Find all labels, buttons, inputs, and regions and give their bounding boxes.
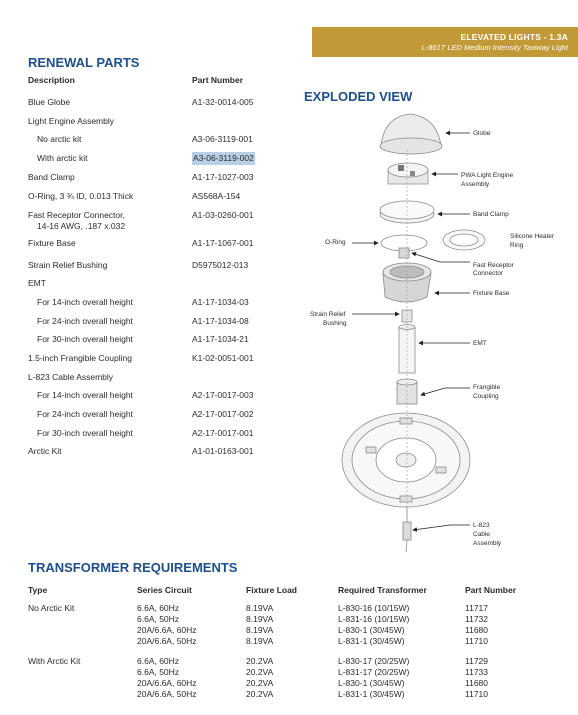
part-description: O-Ring, 3 ¾ ID, 0.013 Thick: [28, 191, 134, 201]
fixture-load-column-header: Fixture Load: [246, 585, 298, 595]
load-cell: 20.2VA: [246, 689, 274, 699]
strain-relief-label-line2: Bushing: [323, 320, 347, 327]
series-cell: 20A/6.6A, 50Hz: [137, 689, 197, 699]
exploded-view-heading: EXPLODED VIEW: [304, 89, 413, 104]
part-description: Fast Receptor Connector,: [28, 210, 125, 220]
pwa-label-line2: Assembly: [461, 181, 490, 188]
part-number: A1-32-0014-005: [192, 97, 254, 107]
part-cell: 11733: [465, 667, 489, 677]
required-transformer-column-header: Required Transformer: [338, 585, 427, 595]
transformer-cell: L-831-1 (30/45W): [338, 636, 405, 646]
part-cell: 11729: [465, 656, 489, 666]
transformer-cell: L-831-1 (30/45W): [338, 689, 405, 699]
series-cell: 20A/6.6A, 60Hz: [137, 678, 197, 688]
part-description: Blue Globe: [28, 97, 71, 107]
series-circuit-column-header: Series Circuit: [137, 585, 192, 595]
silicone-ring-label-line2: Ring: [510, 242, 524, 249]
fast-receptor-label-line2: Connector: [473, 270, 503, 277]
transformer-cell: L-831-17 (20/25W): [338, 667, 410, 677]
part-number-column-header: Part Number: [465, 585, 517, 595]
strain-relief-label-line1: Strain Relief: [310, 311, 346, 318]
part-number: A2-17-0017-002: [192, 409, 254, 419]
part-description: Fixture Base: [28, 238, 76, 248]
silicone-ring-label-line1: Silicone Heater: [510, 233, 555, 240]
load-cell: 20.2VA: [246, 667, 274, 677]
part-number: A1-17-1067-001: [192, 238, 254, 248]
globe-label: Globe: [473, 130, 491, 137]
load-cell: 8.19VA: [246, 603, 274, 613]
series-cell: 20A/6.6A, 60Hz: [137, 625, 197, 635]
part-number: K1-02-0051-001: [192, 353, 254, 363]
cable-label-line1: L-823: [473, 522, 490, 529]
transformer-requirements-heading: TRANSFORMER REQUIREMENTS: [28, 560, 238, 575]
cable-label-line2: Cable: [473, 531, 490, 538]
pwa-label-line1: PWA Light Engine: [461, 172, 514, 179]
part-number: A1-17-1034-03: [192, 297, 249, 307]
transformer-cell: L-830-1 (30/45W): [338, 625, 405, 635]
part-cell: 11710: [465, 636, 489, 646]
part-description: No arctic kit: [37, 134, 82, 144]
transformer-cell: L-830-16 (10/15W): [338, 603, 410, 613]
frangible-label-line2: Coupling: [473, 393, 499, 400]
series-cell: 20A/6.6A, 50Hz: [137, 636, 197, 646]
emt-label: EMT: [473, 340, 487, 347]
part-description: For 24-inch overall height: [37, 316, 133, 326]
part-number: AS568A-154: [192, 191, 241, 201]
load-cell: 20.2VA: [246, 678, 274, 688]
part-description: Band Clamp: [28, 172, 75, 182]
transformer-cell: L-830-17 (20/25W): [338, 656, 410, 666]
series-cell: 6.6A, 50Hz: [137, 667, 180, 677]
part-description: For 14-inch overall height: [37, 390, 133, 400]
part-description-line2: 14-16 AWG, .187 x.032: [37, 221, 126, 231]
part-number: A1-17-1034-21: [192, 334, 249, 344]
series-cell: 6.6A, 60Hz: [137, 656, 180, 666]
renewal-parts-heading: RENEWAL PARTS: [28, 55, 140, 70]
part-description: Strain Relief Bushing: [28, 260, 108, 270]
part-number: A1-17-1034-08: [192, 316, 249, 326]
frangible-label-line1: Frangible: [473, 384, 501, 391]
o-ring-label: O-Ring: [325, 239, 346, 246]
part-description: For 30-inch overall height: [37, 334, 133, 344]
part-number: A1-03-0260-001: [192, 210, 254, 220]
type-cell: With Arctic Kit: [28, 656, 81, 666]
part-cell: 11710: [465, 689, 489, 699]
part-description: For 30-inch overall height: [37, 428, 133, 438]
part-description: Light Engine Assembly: [28, 116, 114, 126]
load-cell: 8.19VA: [246, 636, 274, 646]
description-column-header: Description: [28, 75, 75, 85]
transformer-cell: L-830-1 (30/45W): [338, 678, 405, 688]
band-clamp-label: Band Clamp: [473, 211, 509, 218]
part-description: With arctic kit: [37, 153, 88, 163]
cable-label-line3: Assembly: [473, 540, 502, 547]
part-number: A3-06-3119-001: [192, 134, 253, 144]
part-description: 1.5-inch Frangible Coupling: [28, 353, 132, 363]
part-number: A2-17-0017-001: [192, 428, 254, 438]
load-cell: 8.19VA: [246, 614, 274, 624]
series-cell: 6.6A, 50Hz: [137, 614, 180, 624]
part-description: For 14-inch overall height: [37, 297, 133, 307]
banner-title: ELEVATED LIGHTS - 1.3A: [460, 32, 568, 42]
part-cell: 11717: [465, 603, 489, 613]
part-description: L-823 Cable Assembly: [28, 372, 114, 382]
part-cell: 11680: [465, 678, 489, 688]
load-cell: 20.2VA: [246, 656, 274, 666]
type-cell: No Arctic Kit: [28, 603, 75, 613]
type-column-header: Type: [28, 585, 48, 595]
fixture-base-label: Fixture Base: [473, 290, 510, 297]
part-number: D5975012-013: [192, 260, 249, 270]
banner-subtitle: L-861T LED Medium Intensity Taxiway Light: [421, 43, 568, 52]
part-number: A1-17-1027-003: [192, 172, 254, 182]
part-description: For 24-inch overall height: [37, 409, 133, 419]
part-description: EMT: [28, 278, 46, 288]
transformer-cell: L-831-16 (10/15W): [338, 614, 410, 624]
series-cell: 6.6A, 60Hz: [137, 603, 180, 613]
part-cell: 11680: [465, 625, 489, 635]
part-number: A1-01-0163-001: [192, 446, 254, 456]
part-cell: 11732: [465, 614, 489, 624]
part-number: A2-17-0017-003: [192, 390, 254, 400]
fast-receptor-label-line1: Fast Receptor: [473, 262, 514, 269]
part-description: Arctic Kit: [28, 446, 62, 456]
part-number-column-header: Part Number: [192, 75, 244, 85]
part-number-highlighted: A3-06-3119-002: [193, 153, 254, 163]
load-cell: 8.19VA: [246, 625, 274, 635]
